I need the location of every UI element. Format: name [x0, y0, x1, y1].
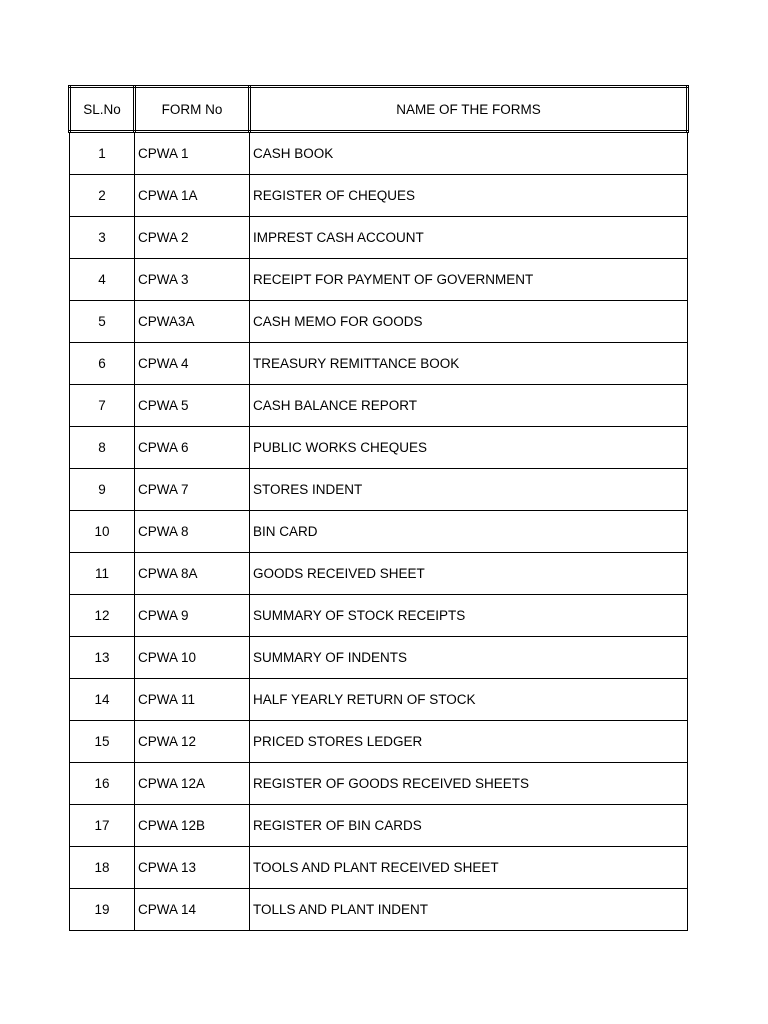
cell-form-no: CPWA 1A	[135, 175, 250, 217]
header-form-name: NAME OF THE FORMS	[250, 87, 688, 132]
cell-form-name: TOLLS AND PLANT INDENT	[250, 889, 688, 931]
header-form-no: FORM No	[135, 87, 250, 132]
cell-form-name: CASH BOOK	[250, 132, 688, 175]
cell-sl-no: 6	[70, 343, 135, 385]
cell-sl-no: 2	[70, 175, 135, 217]
cell-sl-no: 12	[70, 595, 135, 637]
cell-sl-no: 4	[70, 259, 135, 301]
cell-sl-no: 5	[70, 301, 135, 343]
table-row	[70, 343, 688, 385]
cell-form-no: CPWA 14	[135, 889, 250, 931]
table-row	[70, 847, 688, 889]
cell-form-no: CPWA 12A	[135, 763, 250, 805]
cell-form-no: CPWA 12	[135, 721, 250, 763]
cell-sl-no: 8	[70, 427, 135, 469]
cell-form-no: CPWA 4	[135, 343, 250, 385]
table-row	[70, 763, 688, 805]
cell-form-no: CPWA 6	[135, 427, 250, 469]
cell-sl-no: 19	[70, 889, 135, 931]
cell-form-name: TREASURY REMITTANCE BOOK	[250, 343, 688, 385]
cell-form-name: REGISTER OF BIN CARDS	[250, 805, 688, 847]
cell-sl-no: 16	[70, 763, 135, 805]
cell-form-name: TOOLS AND PLANT RECEIVED SHEET	[250, 847, 688, 889]
cell-form-name: RECEIPT FOR PAYMENT OF GOVERNMENT	[250, 259, 688, 301]
cell-form-no: CPWA3A	[135, 301, 250, 343]
table-header	[70, 87, 688, 132]
cell-sl-no: 14	[70, 679, 135, 721]
table-row	[70, 637, 688, 679]
table-row	[70, 301, 688, 343]
cell-sl-no: 15	[70, 721, 135, 763]
cell-sl-no: 10	[70, 511, 135, 553]
cell-form-name: STORES INDENT	[250, 469, 688, 511]
cell-sl-no: 7	[70, 385, 135, 427]
table-row	[70, 595, 688, 637]
table-row	[70, 679, 688, 721]
cell-form-no: CPWA 9	[135, 595, 250, 637]
table-row	[70, 805, 688, 847]
table-body	[70, 132, 688, 931]
cell-sl-no: 3	[70, 217, 135, 259]
cell-sl-no: 9	[70, 469, 135, 511]
cell-form-no: CPWA 11	[135, 679, 250, 721]
cell-form-no: CPWA 8A	[135, 553, 250, 595]
table-row	[70, 217, 688, 259]
cell-form-name: BIN CARD	[250, 511, 688, 553]
cell-form-name: CASH BALANCE REPORT	[250, 385, 688, 427]
table-row	[70, 511, 688, 553]
table-row	[70, 889, 688, 931]
cell-form-name: IMPREST CASH ACCOUNT	[250, 217, 688, 259]
header-row	[70, 87, 688, 132]
table-row	[70, 175, 688, 217]
table-row	[70, 259, 688, 301]
header-sl-no: SL.No	[70, 87, 135, 132]
table-row	[70, 553, 688, 595]
cell-sl-no: 18	[70, 847, 135, 889]
cell-form-no: CPWA 1	[135, 132, 250, 175]
table-row	[70, 385, 688, 427]
cell-form-no: CPWA 8	[135, 511, 250, 553]
cell-form-name: PUBLIC WORKS CHEQUES	[250, 427, 688, 469]
cell-sl-no: 17	[70, 805, 135, 847]
cell-form-name: SUMMARY OF INDENTS	[250, 637, 688, 679]
cell-form-name: CASH MEMO FOR GOODS	[250, 301, 688, 343]
table-row	[70, 721, 688, 763]
table-row	[70, 132, 688, 175]
cell-form-name: HALF YEARLY RETURN OF STOCK	[250, 679, 688, 721]
cell-form-no: CPWA 2	[135, 217, 250, 259]
cell-sl-no: 11	[70, 553, 135, 595]
cell-sl-no: 1	[70, 132, 135, 175]
cell-form-name: REGISTER OF GOODS RECEIVED SHEETS	[250, 763, 688, 805]
cell-form-no: CPWA 13	[135, 847, 250, 889]
cell-form-no: CPWA 3	[135, 259, 250, 301]
table-row	[70, 427, 688, 469]
cell-form-name: GOODS RECEIVED SHEET	[250, 553, 688, 595]
cell-sl-no: 13	[70, 637, 135, 679]
cell-form-no: CPWA 7	[135, 469, 250, 511]
cell-form-no: CPWA 10	[135, 637, 250, 679]
forms-table	[68, 85, 689, 931]
cell-form-name: PRICED STORES LEDGER	[250, 721, 688, 763]
cell-form-name: REGISTER OF CHEQUES	[250, 175, 688, 217]
cell-form-name: SUMMARY OF STOCK RECEIPTS	[250, 595, 688, 637]
cell-form-no: CPWA 5	[135, 385, 250, 427]
cell-form-no: CPWA 12B	[135, 805, 250, 847]
table-row	[70, 469, 688, 511]
